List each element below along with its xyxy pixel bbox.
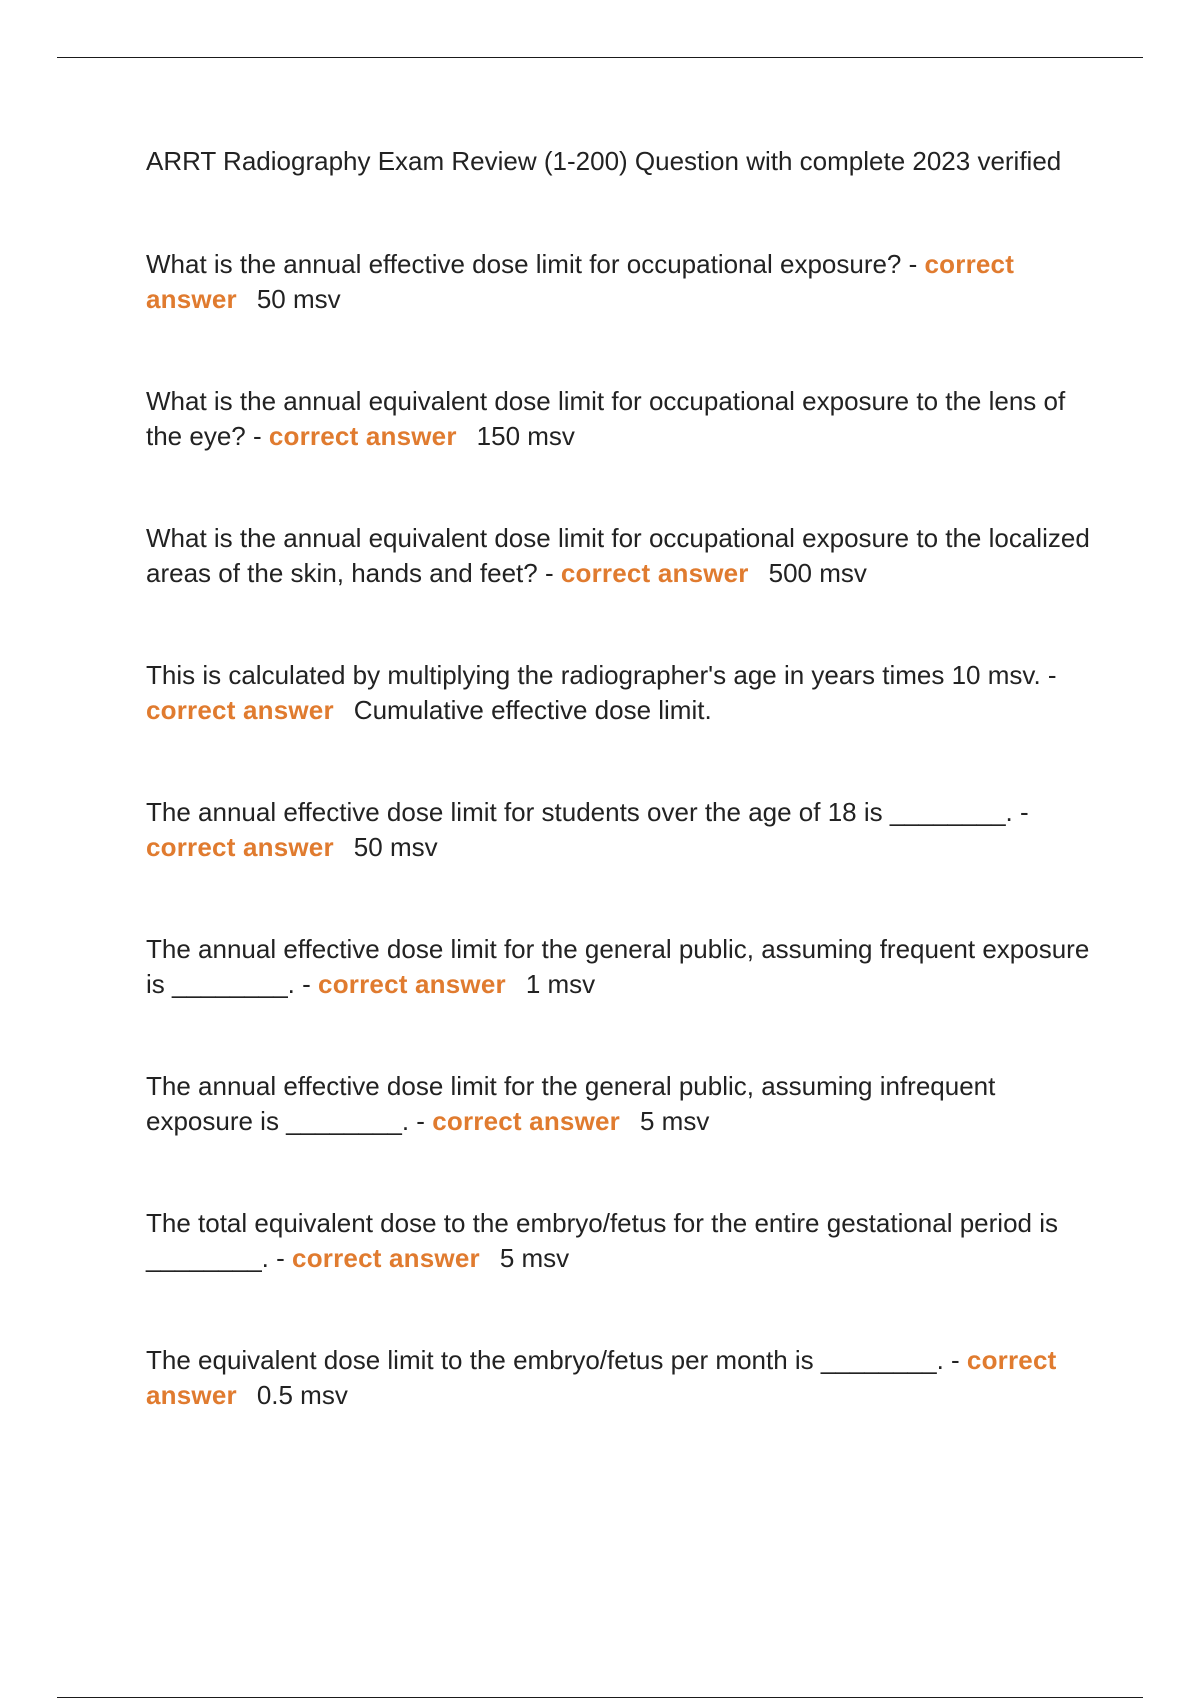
question-text: What is the annual effective dose limit for occupational exposure? - xyxy=(146,249,918,279)
answer-text: 0.5 msv xyxy=(256,1380,348,1410)
qa-item xyxy=(146,1069,1096,1139)
qa-item xyxy=(146,1343,1096,1413)
top-divider xyxy=(57,57,1143,58)
question-text: This is calculated by multiplying the radiographer's age in years times 10 msv. - xyxy=(146,660,1057,690)
document-title: ARRT Radiography Exam Review (1-200) Question with complete 2023 verified xyxy=(146,146,1062,176)
answer-text: 150 msv xyxy=(476,421,575,451)
question-text: The annual effective dose limit for students over the age of 18 is ________. - xyxy=(146,797,1029,827)
answer-text: 50 msv xyxy=(256,284,341,314)
answer-label: correct answer xyxy=(292,1243,480,1273)
question-text: The equivalent dose limit to the embryo/fetus per month is ________. - xyxy=(146,1345,960,1375)
answer-label: correct answer xyxy=(146,832,334,862)
answer-text: 5 msv xyxy=(499,1243,570,1273)
answer-label: correct answer xyxy=(146,695,334,725)
answer-text: 1 msv xyxy=(525,969,596,999)
qa-item xyxy=(146,384,1096,454)
answer-text: 50 msv xyxy=(353,832,438,862)
qa-item xyxy=(146,795,1096,865)
answer-label: correct answer xyxy=(432,1106,620,1136)
qa-item xyxy=(146,658,1096,728)
question-text: The annual effective dose limit for the general public, assuming infrequent exposure is ________. - xyxy=(146,1071,996,1136)
qa-item xyxy=(146,1206,1096,1276)
answer-label: correct answer xyxy=(146,1345,1057,1410)
answer-text: Cumulative effective dose limit. xyxy=(353,695,712,725)
answer-label: correct answer xyxy=(268,421,457,451)
answer-label: correct answer xyxy=(146,249,1015,314)
question-text: What is the annual equivalent dose limit for occupational exposure to the localized areas of the skin, hands and feet? - xyxy=(146,523,1090,588)
question-text: The annual effective dose limit for the general public, assuming frequent exposure is ________. - xyxy=(146,934,1090,999)
question-text: What is the annual equivalent dose limit for occupational exposure to the lens of the eye? - xyxy=(146,386,1066,451)
qa-item xyxy=(146,521,1096,591)
bottom-divider xyxy=(57,1697,1143,1698)
question-text: The total equivalent dose to the embryo/fetus for the entire gestational period is ________. - xyxy=(146,1208,1058,1273)
answer-text: 500 msv xyxy=(768,558,867,588)
qa-item xyxy=(146,247,1096,317)
answer-label: correct answer xyxy=(560,558,749,588)
document-body xyxy=(146,144,1096,1480)
answer-text: 5 msv xyxy=(640,1106,710,1136)
answer-label: correct answer xyxy=(318,969,506,999)
qa-item xyxy=(146,932,1096,1002)
